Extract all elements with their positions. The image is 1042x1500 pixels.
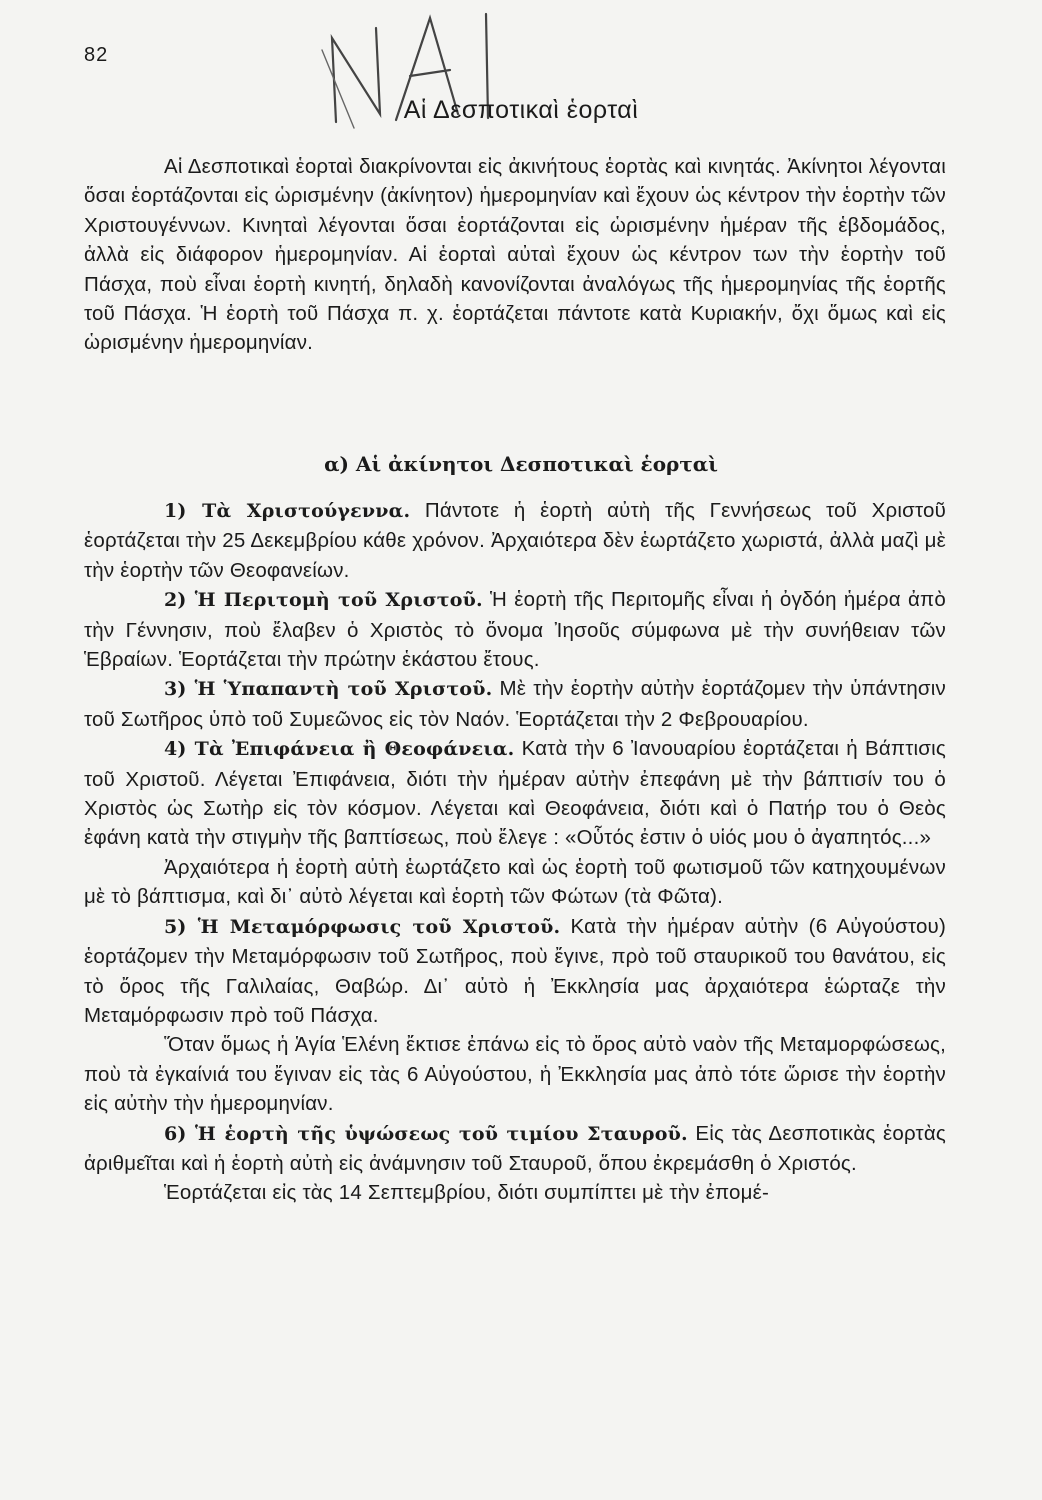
- feast-title: 4) Τὰ Ἐπιφάνεια ἢ Θεοφάνεια.: [164, 738, 515, 761]
- feast-exaltation-continuation: Ἑορτάζεται εἰς τὰς 14 Σεπτεμβρίου, διότι συμπίπτει μὲ τὴν ἐπομέ-: [164, 1181, 769, 1205]
- feast-epiphany-continuation: Ἀρχαιότερα ἡ ἑορτὴ αὐτὴ ἑωρτάζετο καὶ ὡς ἑορτὴ τοῦ φωτισμοῦ τῶν κατηχουμένων μὲ τὸ βάπτισμα, καὶ δι᾿ αὐτὸ λέγεται καὶ ἑορτὴ τῶν Φώτων (τὰ Φῶτα).: [84, 855, 946, 909]
- page-title: Αἱ Δεσποτικαὶ ἑορταὶ: [403, 96, 639, 124]
- intro-paragraph: [84, 152, 946, 358]
- section-subheading: α) Αἱ ἀκίνητοι Δεσποτικαὶ ἑορταὶ: [324, 452, 718, 476]
- feast-text: Κατὰ τὴν ἡμέραν αὐτὴν (6 Αὐγούστου) ἑορτάζομεν τὴν Μεταμόρφωσιν τοῦ Σωτῆρος, ποὺ ἔγινε, πρὸ τοῦ σταυρικοῦ του θανάτου, εἰς τὸ ὄρος τῆς Γαλιλαίας, Θαβώρ. Δι᾿ αὐτὸ ἡ Ἐκκλησία μας ἀρχαιότερα ἑώρταζε τὴν Μεταμόρφωσιν πρὸ τοῦ Πάσχα.: [84, 914, 946, 1027]
- feast-title: 5) Ἡ Μεταμόρφωσις τοῦ Χριστοῦ.: [164, 915, 561, 938]
- page-number: 82: [84, 44, 109, 66]
- feast-text: Πάντοτε ἡ ἑορτὴ αὐτὴ τῆς Γεννήσεως τοῦ Χριστοῦ ἑορτάζεται τὴν 25 Δεκεμβρίου κάθε χρόνον. Ἀρχαιότερα δὲν ἑωρτάζετο χωριστά, ἀλλὰ μαζὶ μὲ τὴν ἑορτὴν τῶν Θεοφανείων.: [84, 499, 946, 582]
- feast-text: Μὲ τὴν ἑορτὴν αὐτὴν ἑορτάζομεν τὴν ὑπάντησιν τοῦ Σωτῆρος ὑπὸ τοῦ Συμεῶνος εἰς τὸν Ναόν. Ἑορτάζεται τὴν 2 Φεβρουαρίου.: [84, 677, 946, 731]
- feast-christmas: [84, 496, 946, 585]
- feast-text: Εἰς τὰς Δεσποτικὰς ἑορτὰς ἀριθμεῖται καὶ ἡ ἑορτὴ αὐτὴ εἰς ἀνάμνησιν τοῦ Σταυροῦ, ὅπου ἐκρεμάσθη ὁ Χριστός.: [84, 1121, 946, 1175]
- feasts-list: [84, 496, 946, 1208]
- feast-title: 1) Τὰ Χριστούγεννα.: [164, 500, 411, 522]
- feast-transfiguration-continuation: Ὅταν ὅμως ἡ Ἁγία Ἑλένη ἔκτισε ἐπάνω εἰς τὸ ὄρος αὐτὸ ναὸν τῆς Μεταμορφώσεως, ποὺ τὰ ἐγκαίνιά του ἔγιναν εἰς τὰς 6 Αὐγούστου, ἡ Ἐκκλησία μας ἀπὸ τότε ὥρισε τὴν ἑορτὴν εἰς αὐτὴν τὴν ἡμερομηνίαν.: [84, 1033, 946, 1116]
- feast-exaltation-cross: [84, 1119, 946, 1179]
- feast-title: 3) Ἡ Ὑπαπαντὴ τοῦ Χριστοῦ.: [164, 678, 493, 701]
- feast-text: Ἡ ἑορτὴ τῆς Περιτομῆς εἶναι ἡ ὀγδόη ἡμέρα ἀπὸ τὴν Γέννησιν, ποὺ ἔλαβεν ὁ Χριστὸς τὸ ὄνομα Ἰησοῦς σύμφωνα μὲ τὴν συνήθειαν τῶν Ἑβραίων. Ἑορτάζεται τὴν πρώτην ἑκάστου ἔτους.: [84, 588, 946, 672]
- feast-transfiguration: [84, 912, 946, 1031]
- feast-circumcision: [84, 585, 946, 674]
- feast-title: 2) Ἡ Περιτομὴ τοῦ Χριστοῦ.: [164, 589, 483, 612]
- intro-text: Αἱ Δεσποτικαὶ ἑορταὶ διακρίνονται εἰς ἀκινήτους ἑορτὰς καὶ κινητάς. Ἀκίνητοι λέγονται ὅσαι ἑορτάζονται εἰς ὡρισμένην (ἀκίνητον) ἡμερομηνίαν καὶ ἔχουν ὡς κέντρον τὴν ἑορτὴν τῶν Χριστουγέννων. Κινηταὶ λέγονται ὅσαι ἑορτάζονται εἰς ὡρισμένην ἡμέραν τῆς ἑβδομάδος, ἀλλὰ εἰς διάφορον ἡμερομηνίαν. Αἱ ἑορταὶ αὐταὶ ἔχουν ὡς κέντρον των τὴν ἑορτὴν τοῦ Πάσχα, ποὺ εἶναι ἑορτὴ κινητή, δηλαδὴ κανονίζονται ἀναλόγως τῆς ἡμερομηνίας τῆς ἑορτῆς τοῦ Πάσχα. Ἡ ἑορτὴ τοῦ Πάσχα π. χ. ἑορτάζεται πάντοτε κατὰ Κυριακήν, ὄχι ὅμως καὶ εἰς ὡρισμένην ἡμερομηνίαν.: [84, 155, 946, 355]
- feast-text: Κατὰ τὴν 6 Ἰανουαρίου ἑορτάζεται ἡ Βάπτισις τοῦ Χριστοῦ. Λέγεται Ἐπιφάνεια, διότι τὴν ἡμέραν αὐτὴν ἐπεφάνη μὲ τὴν βάπτισίν του ὁ Χριστὸς ὡς Σωτὴρ εἰς τὸν κόσμον. Λέγεται καὶ Θεοφάνεια, διότι καὶ ὁ Πατήρ του ὁ Θεὸς ἐφάνη κατὰ τὴν στιγμὴν τῆς βαπτίσεως, ποὺ ἔλεγε : «Οὗτός ἐστιν ὁ υἱός μου ὁ ἀγαπητός...»: [84, 737, 946, 850]
- feast-epiphany: [84, 734, 946, 853]
- feast-presentation: [84, 674, 946, 734]
- feast-title: 6) Ἡ ἑορτὴ τῆς ὑψώσεως τοῦ τιμίου Σταυροῦ.: [164, 1122, 688, 1145]
